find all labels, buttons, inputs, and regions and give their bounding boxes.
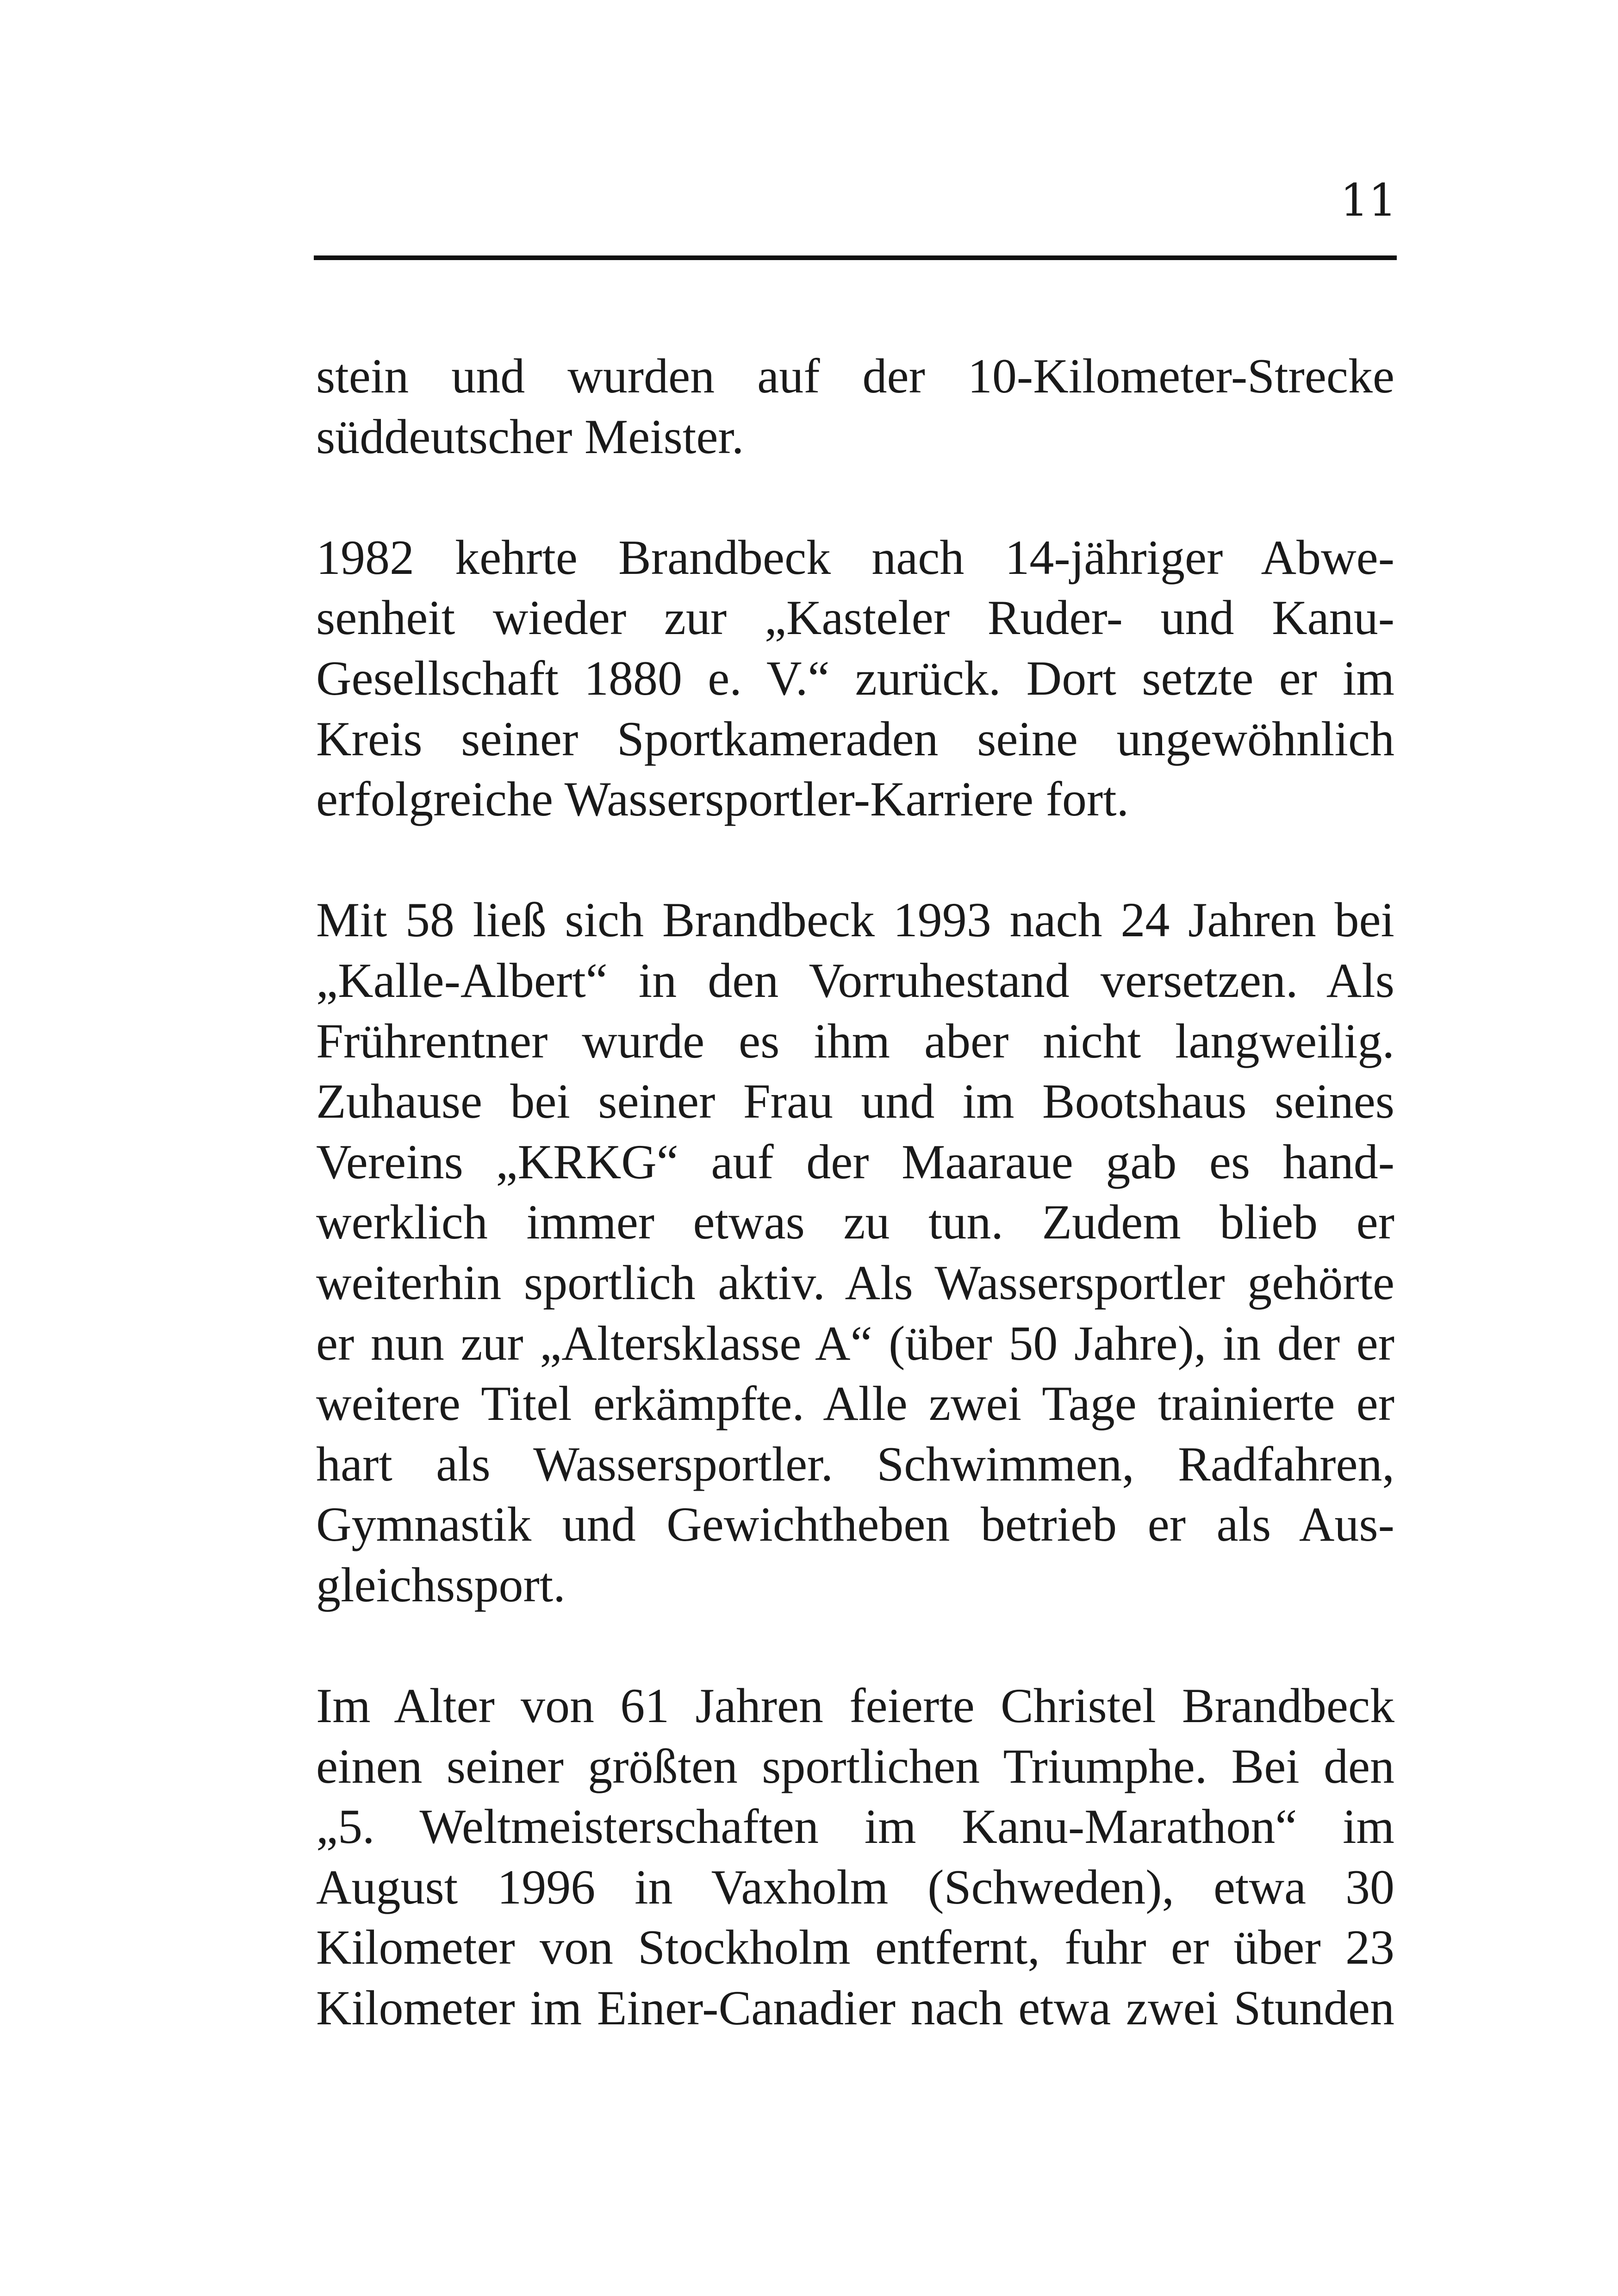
text-line: er nun zur „Altersklasse A“ (über 50 Jahre), in der er bbox=[316, 1316, 1394, 1370]
paragraph bbox=[316, 528, 1394, 830]
text-line: Vereins „KRKG“ auf der Maaraue gab es hand- bbox=[316, 1134, 1394, 1189]
text-line: Frührentner wurde es ihm aber nicht langweilig. bbox=[316, 1014, 1394, 1068]
text-line: „Kalle-Albert“ in den Vorruhestand versetzen. Als bbox=[316, 953, 1394, 1008]
text-line: Zuhause bei seiner Frau und im Bootshaus seines bbox=[316, 1074, 1394, 1129]
page-number: 11 bbox=[1340, 174, 1397, 226]
text-line: Gymnastik und Gewichtheben betrieb er als Aus- bbox=[316, 1497, 1394, 1552]
paragraph bbox=[316, 346, 1394, 467]
text-line: einen seiner größten sportlichen Triumphe. Bei den bbox=[316, 1739, 1394, 1793]
text-line: weiterhin sportlich aktiv. Als Wassersportler gehörte bbox=[316, 1255, 1394, 1310]
text-line: werklich immer etwas zu tun. Zudem blieb er bbox=[316, 1195, 1394, 1250]
text-line: senheit wieder zur „Kasteler Ruder- und Kanu- bbox=[316, 591, 1394, 645]
paragraph bbox=[316, 1676, 1394, 2039]
text-line: gleichssport. bbox=[316, 1557, 566, 1612]
body-text bbox=[316, 346, 1394, 2039]
text-line: Gesellschaft 1880 e. V.“ zurück. Dort setzte er im bbox=[316, 651, 1394, 705]
text-line: stein und wurden auf der 10-Kilometer-Strecke bbox=[316, 349, 1394, 403]
text-line: weitere Titel erkämpfte. Alle zwei Tage trainierte er bbox=[316, 1376, 1394, 1431]
text-line: August 1996 in Vaxholm (Schweden), etwa 30 bbox=[316, 1860, 1394, 1914]
text-line: Kreis seiner Sportkameraden seine ungewöhnlich bbox=[316, 711, 1394, 766]
text-line: „5. Weltmeisterschaften im Kanu-Marathon“ im bbox=[316, 1799, 1394, 1854]
header-rule bbox=[314, 255, 1397, 260]
text-line: Mit 58 ließ sich Brandbeck 1993 nach 24 Jahren bei bbox=[316, 893, 1394, 947]
text-line: Im Alter von 61 Jahren feierte Christel Brandbeck bbox=[316, 1679, 1394, 1733]
text-line: Kilometer im Einer-Canadier nach etwa zwei Stunden bbox=[316, 1981, 1394, 2035]
text-line: hart als Wassersportler. Schwimmen, Radfahren, bbox=[316, 1437, 1394, 1491]
text-line: 1982 kehrte Brandbeck nach 14-jähriger Abwe- bbox=[316, 530, 1394, 585]
text-line: süddeutscher Meister. bbox=[316, 409, 744, 464]
text-line: erfolgreiche Wassersportler-Karriere fort. bbox=[316, 772, 1129, 827]
text-line: Kilometer von Stockholm entfernt, fuhr er über 23 bbox=[316, 1920, 1394, 1975]
paragraph bbox=[316, 890, 1394, 1615]
